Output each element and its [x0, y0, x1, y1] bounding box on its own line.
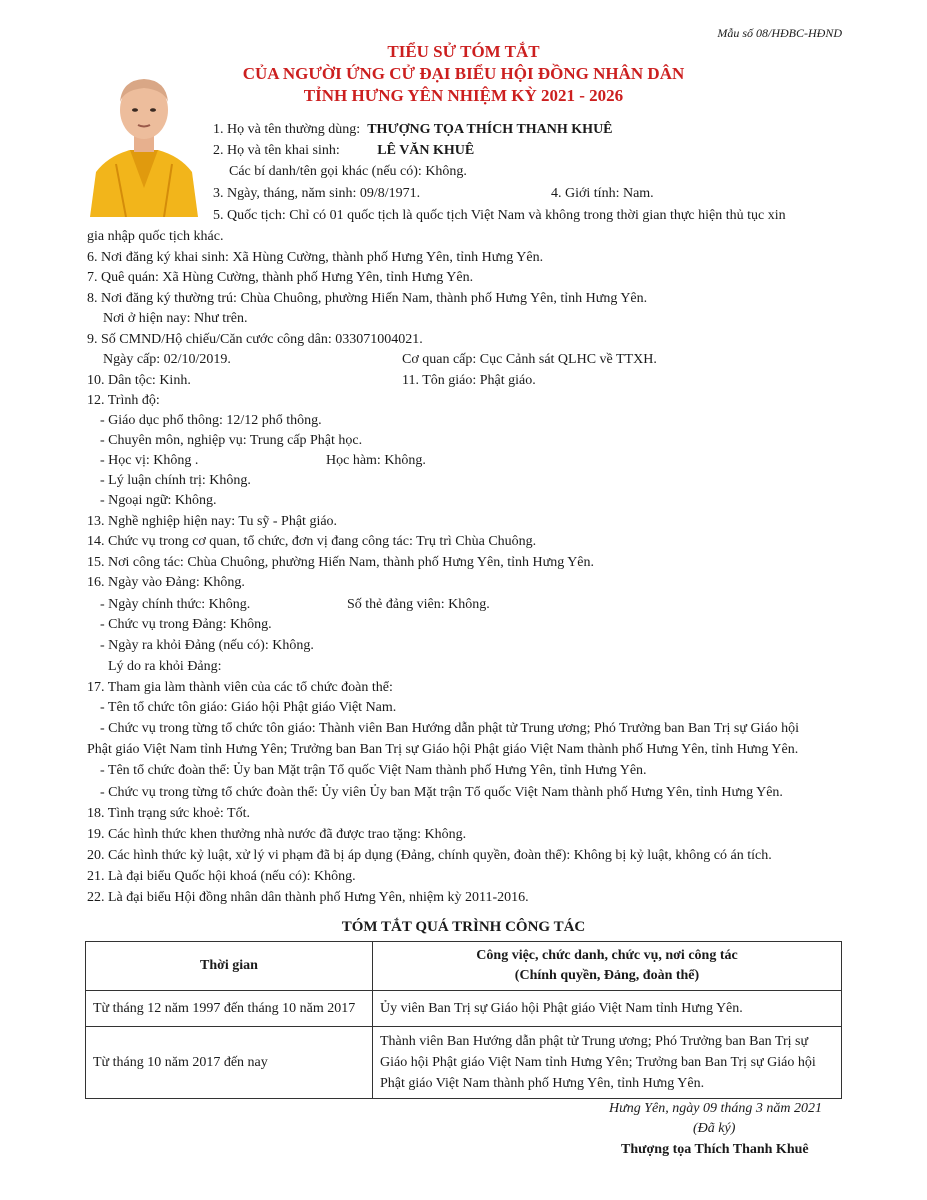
field-aliases: Các bí danh/tên gọi khác (nếu có): Không.	[229, 164, 467, 179]
form-code: Mẫu số 08/HĐBC-HĐND	[717, 26, 842, 40]
field-organizations-heading: 17. Tham gia làm thành viên của các tổ chức đoàn thể:	[87, 680, 393, 695]
field-awards: 19. Các hình thức khen thưởng nhà nước đã được trao tặng: Không.	[87, 827, 467, 842]
portrait-illustration	[86, 68, 202, 217]
signature-place-date: Hưng Yên, ngày 09 tháng 3 năm 2021	[609, 1101, 822, 1116]
field-religion: 11. Tôn giáo: Phật giáo.	[402, 373, 536, 388]
field-discipline: 20. Các hình thức kỷ luật, xử lý vi phạm đã bị áp dụng (Đảng, chính quyền, đoàn thể): Không bị kỷ luật, không có án tích.	[87, 848, 772, 863]
field-general-education: - Giáo dục phổ thông: 12/12 phổ thông.	[100, 413, 322, 428]
field-education-heading: 12. Trình độ:	[87, 393, 160, 408]
table-row	[86, 991, 842, 1027]
signature-name: Thượng tọa Thích Thanh Khuê	[621, 1142, 809, 1157]
col-desc-header	[373, 942, 842, 991]
field-id-issue-date: Ngày cấp: 02/10/2019.	[103, 352, 231, 367]
field-party-leave-date: - Ngày ra khỏi Đảng (nếu có): Không.	[100, 638, 314, 653]
field-health: 18. Tình trạng sức khoẻ: Tốt.	[87, 806, 250, 821]
signature-signed-note: (Đã ký)	[693, 1121, 736, 1136]
col-desc-header-line1: Công việc, chức danh, chức vụ, nơi công tác	[476, 948, 738, 963]
field-council-membership: 22. Là đại biểu Hội đồng nhân dân thành phố Hưng Yên, nhiệm kỳ 2011-2016.	[87, 890, 529, 905]
field-academic-title: Học hàm: Không.	[326, 453, 426, 468]
common-name-value: THƯỢNG TỌA THÍCH THANH KHUÊ	[367, 122, 613, 137]
field-religious-org: - Tên tổ chức tôn giáo: Giáo hội Phật giáo Việt Nam.	[100, 700, 397, 715]
field-hometown: 7. Quê quán: Xã Hùng Cường, thành phố Hưng Yên, tỉnh Hưng Yên.	[87, 270, 474, 285]
field-religious-roles-cont: Phật giáo Việt Nam tỉnh Hưng Yên; Trưởng ban Ban Trị sự Giáo hội Phật giáo Việt Nam thành phố Hưng Yên, tỉnh Hưng Yên.	[87, 742, 799, 757]
portrait-photo	[86, 68, 202, 217]
row-time: Từ tháng 10 năm 2017 đến nay	[86, 1027, 373, 1099]
field-occupation: 13. Nghề nghiệp hiện nay: Tu sỹ - Phật giáo.	[87, 514, 338, 529]
work-history-table	[85, 941, 842, 1099]
field-nationality-cont: gia nhập quốc tịch khác.	[87, 229, 224, 244]
document-subtitle: CỦA NGƯỜI ỨNG CỬ ĐẠI BIỂU HỘI ĐỒNG NHÂN DÂN	[242, 64, 685, 83]
field-degree: - Học vị: Không .	[100, 453, 199, 468]
field-position: 14. Chức vụ trong cơ quan, tổ chức, đơn vị đang công tác: Trụ trì Chùa Chuông.	[87, 534, 537, 549]
field-party-official-date: - Ngày chính thức: Không.	[100, 597, 251, 612]
field-gender: 4. Giới tính: Nam.	[551, 186, 654, 201]
document-term: TỈNH HƯNG YÊN NHIỆM KỲ 2021 - 2026	[303, 86, 624, 105]
col-time-header: Thời gian	[86, 942, 373, 991]
field-party-leave-reason: Lý do ra khỏi Đảng:	[108, 659, 222, 674]
field-permanent-residence: 8. Nơi đăng ký thường trú: Chùa Chuông, phường Hiến Nam, thành phố Hưng Yên, tỉnh Hưng Yên.	[87, 291, 648, 306]
field-foreign-language: - Ngoại ngữ: Không.	[100, 493, 217, 508]
birth-name-label: 2. Họ và tên khai sinh:	[213, 143, 340, 158]
field-party-position: - Chức vụ trong Đảng: Không.	[100, 617, 272, 632]
work-history-title: TÓM TẮT QUÁ TRÌNH CÔNG TÁC	[341, 919, 586, 935]
row-desc: Thành viên Ban Hướng dẫn phật tử Trung ương; Phó Trưởng ban Ban Trị sự Giáo hội Phật giáo Việt Nam tỉnh Hưng Yên; Trưởng ban Ban Trị sự Giáo hội Phật giáo Việt Nam thành phố Hưng Yên, tỉnh Hưng Yên.	[373, 1027, 842, 1099]
col-desc-header-line2: (Chính quyền, Đảng, đoàn thể)	[514, 968, 700, 983]
birth-name-value: LÊ VĂN KHUÊ	[377, 143, 475, 158]
field-birth-date: 3. Ngày, tháng, năm sinh: 09/8/1971.	[213, 186, 421, 201]
field-party-join-date: 16. Ngày vào Đảng: Không.	[87, 575, 245, 590]
field-nationality: 5. Quốc tịch: Chỉ có 01 quốc tịch là quốc tịch Việt Nam và không trong thời gian thực hiện thủ tục xin	[213, 208, 786, 223]
field-common-name	[213, 121, 613, 139]
table-row	[86, 1027, 842, 1099]
common-name-label: 1. Họ và tên thường dùng:	[213, 122, 361, 137]
row-time: Từ tháng 12 năm 1997 đến tháng 10 năm 2017	[86, 991, 373, 1027]
field-ethnicity: 10. Dân tộc: Kinh.	[87, 373, 191, 388]
row-desc: Ủy viên Ban Trị sự Giáo hội Phật giáo Việt Nam tỉnh Hưng Yên.	[373, 991, 842, 1027]
field-birth-registration: 6. Nơi đăng ký khai sinh: Xã Hùng Cường, thành phố Hưng Yên, tỉnh Hưng Yên.	[87, 250, 544, 265]
field-party-card: Số thẻ đảng viên: Không.	[347, 597, 490, 612]
field-birth-name	[213, 142, 474, 160]
field-religious-roles: - Chức vụ trong từng tổ chức tôn giáo: Thành viên Ban Hướng dẫn phật tử Trung ương; Phó Trưởng ban Ban Trị sự Giáo hội	[100, 721, 800, 736]
document-title: TIỂU SỬ TÓM TẮT	[387, 42, 540, 61]
field-id-number: 9. Số CMND/Hộ chiếu/Căn cước công dân: 033071004021.	[87, 332, 423, 347]
field-political-theory: - Lý luận chính trị: Không.	[100, 473, 251, 488]
field-id-issuer: Cơ quan cấp: Cục Cảnh sát QLHC về TTXH.	[402, 352, 657, 367]
field-civic-roles: - Chức vụ trong từng tổ chức đoàn thể: Ủy viên Ủy ban Mặt trận Tổ quốc Việt Nam thành phố Hưng Yên, tỉnh Hưng Yên.	[100, 785, 783, 800]
field-civic-org: - Tên tổ chức đoàn thể: Ủy ban Mặt trận Tổ quốc Việt Nam thành phố Hưng Yên, tỉnh Hưng Yên.	[100, 763, 647, 778]
field-current-residence: Nơi ở hiện nay: Như trên.	[103, 311, 248, 326]
field-workplace: 15. Nơi công tác: Chùa Chuông, phường Hiến Nam, thành phố Hưng Yên, tỉnh Hưng Yên.	[87, 555, 595, 570]
table-header-row	[86, 942, 842, 991]
field-national-assembly: 21. Là đại biểu Quốc hội khoá (nếu có): Không.	[87, 869, 356, 884]
field-specialization: - Chuyên môn, nghiệp vụ: Trung cấp Phật học.	[100, 433, 363, 448]
